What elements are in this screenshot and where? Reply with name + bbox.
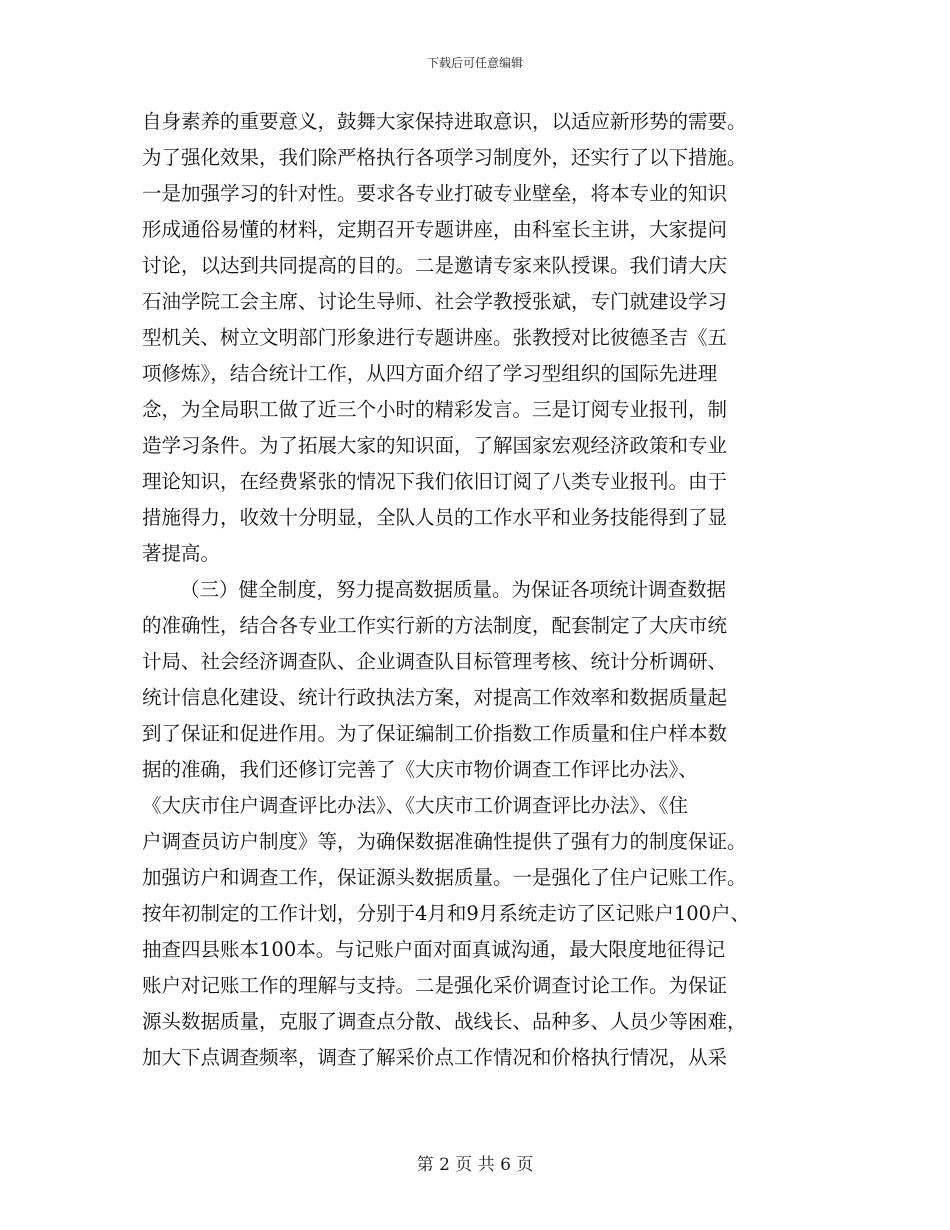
text-line: 账户对记账工作的理解与支持。二是强化采价调查讨论工作。为保证 xyxy=(142,974,728,997)
text-line: 型机关、树立文明部门形象进行专题讲座。张教授对比彼德圣吉《五 xyxy=(142,326,728,349)
text-line: 项修炼》，结合统计工作，从四方面介绍了学习型组织的国际先进理 xyxy=(142,362,718,385)
text-line: 户调查员访户制度》等，为确保数据准确性提供了强有力的制度保证。 xyxy=(142,830,747,853)
text-line: 统计信息化建设、统计行政执法方案，对提高工作效率和数据质量起 xyxy=(142,686,728,709)
text-line: 为了强化效果，我们除严格执行各项学习制度外，还实行了以下措施。 xyxy=(142,146,747,169)
text-line: 源头数据质量，克服了调查点分散、战线长、品种多、人员少等困难， xyxy=(142,1010,747,1033)
text-line: 《大庆市住户调查评比办法》、《大庆市工价调查评比办法》、《住 xyxy=(142,794,689,817)
text-line-section-heading: （三）健全制度，努力提高数据质量。为保证各项统计调查数据 xyxy=(180,578,727,601)
text-line: 加大下点调查频率，调查了解采价点工作情况和价格执行情况，从采 xyxy=(142,1046,728,1069)
body-text xyxy=(142,104,832,1076)
text-line: 计局、社会经济调查队、企业调查队目标管理考核、统计分析调研、 xyxy=(142,650,728,673)
text-line: 措施得力，收效十分明显，全队人员的工作水平和业务技能得到了显 xyxy=(142,506,728,529)
text-line: 讨论，以达到共同提高的目的。二是邀请专家来队授课。我们请大庆 xyxy=(142,254,728,277)
text-line: 自身素养的重要意义，鼓舞大家保持进取意识，以适应新形势的需要。 xyxy=(142,110,747,133)
text-line: 著提高。 xyxy=(142,542,221,565)
page-number-footer: 第 2 页 共 6 页 xyxy=(416,1155,534,1175)
text-line: 理论知识，在经费紧张的情况下我们依旧订阅了八类专业报刊。由于 xyxy=(142,470,728,493)
text-line: 据的准确，我们还修订完善了《大庆市物价调查工作评比办法》、 xyxy=(142,758,698,781)
text-line: 按年初制定的工作计划，分别于4月和9月系统走访了区记账户100户、 xyxy=(142,902,751,925)
text-line: 形成通俗易懂的材料，定期召开专题讲座，由科室长主讲，大家提问 xyxy=(142,218,728,241)
text-line: 到了保证和促进作用。为了保证编制工价指数工作质量和住户样本数 xyxy=(142,722,728,745)
text-line: 石油学院工会主席、讨论生导师、社会学教授张斌，专门就建设学习 xyxy=(142,290,728,313)
page-header: 下载后可任意编辑 xyxy=(426,56,523,70)
text-line: 造学习条件。为了拓展大家的知识面，了解国家宏观经济政策和专业 xyxy=(142,434,728,457)
text-line: 念，为全局职工做了近三个小时的精彩发言。三是订阅专业报刊，制 xyxy=(142,398,728,421)
text-line: 一是加强学习的针对性。要求各专业打破专业壁垒，将本专业的知识 xyxy=(142,182,728,205)
text-line: 抽查四县账本100本。与记账户面对面真诚沟通，最大限度地征得记 xyxy=(142,938,726,961)
text-line: 的准确性，结合各专业工作实行新的方法制度，配套制定了大庆市统 xyxy=(142,614,728,637)
text-line: 加强访户和调查工作，保证源头数据质量。一是强化了住户记账工作。 xyxy=(142,866,747,889)
